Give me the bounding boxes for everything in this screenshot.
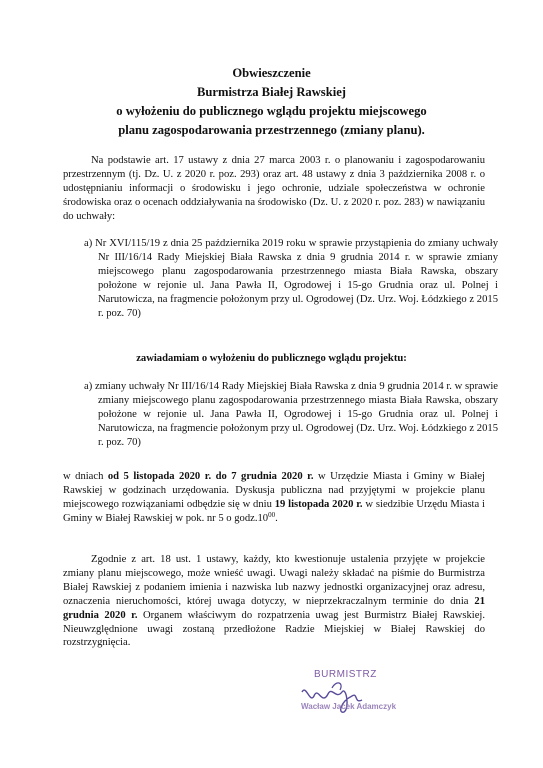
text-run: . — [275, 512, 278, 524]
text-run: w Urzędzie Miasta i Gminy w Białej Rawskiej w godzinach urzędowania. Dyskusja publiczna nad przyjętymi w projekcie planu miejscowego rozwiązaniami odbędzie się w dniu — [63, 471, 486, 510]
discussion-date: 19 listopada 2020 r. — [274, 498, 363, 510]
title-line-1: Obwieszczenie — [232, 66, 311, 80]
text-run: Zgodnie z art. 18 ust. 1 ustawy, każdy, kto kwestionuje ustalenia przyjęte w projekcie zmiany planu miejscowego, może wnieść uwagi. Uwagi należy składać na piśmie do Burmistrza Białej Rawskiej z podaniem imienia i nazwiska lub nazwy jednostki organizacyjnej oraz adresu, oznaczenia nieruchomości, której uwaga dotyczy, w nieprzekraczalnym terminie do dnia — [63, 554, 485, 607]
title-line-2: Burmistrza Białej Rawskiej — [196, 85, 346, 99]
item-text: zmiany uchwały Nr III/16/14 Rady Miejskiej Biała Rawska z dnia 9 grudnia 2014 r. w sprawie zmiany miejscowego planu zagospodarowania przestrzennego miasta Biała Rawska, obszary położone w rejonie ul. Jana Pawła II, Ogrodowej i 15-go Grudnia oraz ul. Polnej i Narutowicza, na fragmencie położonym przy ul. Ogrodowej (Dz. Urz. Woj. Łódzkiego z 2015 r. poz. 70) — [94, 381, 498, 448]
stamp-name: Wacław Jacek Adamczyk — [301, 702, 397, 711]
resolution-item — [84, 237, 498, 320]
dates-paragraph — [63, 470, 485, 526]
document-title — [60, 64, 483, 140]
text-run: Organem właściwym do rozpatrzenia uwag jest Burmistrz Białej Rawskiej. Nieuwzględnione uwagi zostaną przedłożone Radzie Miejskiej w Białej Rawskiej do rozstrzygnięcia. — [63, 609, 485, 649]
item-marker: a) — [84, 381, 93, 392]
comments-paragraph — [63, 553, 485, 650]
deadline-date: 21 grudnia 2020 r. — [63, 595, 485, 621]
item-text: Nr XVI/115/19 z dnia 25 października 2019 roku w sprawie przystąpienia do zmiany uchwały Nr III/16/14 Rady Miejskiej Biała Rawska z dnia 9 grudnia 2014 r. w sprawie zmiany miejscowego planu zagospodarowania przestrzennego miasta Biała Rawska, obszary położone w rejonie ul. Jana Pawła II, Ogrodowej i 15-go Grudnia oraz ul. Polnej i Narutowicza, na fragmencie położonym przy ul. Ogrodowej (Dz. Urz. Woj. Łódzkiego z 2015 r. poz. 70) — [95, 238, 498, 319]
title-line-4: planu zagospodarowania przestrzennego (zmiany planu). — [118, 123, 425, 137]
project-item — [84, 380, 498, 450]
legal-basis-paragraph: Na podstawie art. 17 ustawy z dnia 27 marca 2003 r. o planowaniu i zagospodarowaniu przestrzennym (tj. Dz. U. z 2020 r. poz. 293) oraz art. 48 ustawy z dnia 3 października 2008 r. o udostępnianiu informacji o środowisku i jego ochronie, udziale społeczeństwa w ochronie środowiska oraz o ocenach oddziaływania na środowisko (Dz. U. z 2020 r. poz. 283) w nawiązaniu do uchwały: — [63, 155, 485, 222]
item-marker: a) — [84, 238, 93, 249]
text-run: w siedzibie Urzędu Miasta i Gminy w Białej Rawskiej w pok. nr 5 o godz.10 — [63, 498, 485, 524]
time-superscript: 00 — [268, 510, 276, 519]
stamp-title: BURMISTRZ — [314, 669, 377, 680]
exhibition-dates: od 5 listopada 2020 r. do 7 grudnia 2020 r. — [107, 471, 314, 482]
title-line-3: o wyłożeniu do publicznego wglądu projektu miejscowego — [116, 104, 427, 118]
notice-heading: zawiadamiam o wyłożeniu do publicznego wglądu projektu: — [136, 353, 407, 364]
text-run: w dniach — [63, 471, 108, 482]
